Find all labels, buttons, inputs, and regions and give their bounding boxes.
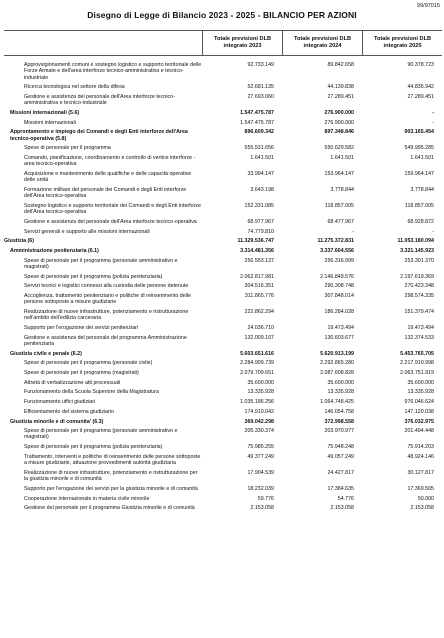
row-value-2023: 369.042.298 <box>244 418 274 425</box>
row-value-2025: 30.127.817 <box>407 469 434 476</box>
row-description: Spese di personale per il programma (personale civile) <box>24 360 153 367</box>
row-value-2025: 68.928.872 <box>407 218 434 225</box>
row-description: Cooperazione internazionale in materia civile minorile <box>24 495 150 502</box>
row-value-2024: 153.964.147 <box>324 170 354 177</box>
row-value-2024: 5.620.913.199 <box>320 350 354 357</box>
row-value-2025: 50.000 <box>417 495 434 502</box>
row-description: Acquisizione e mantenimento delle qualifiche e delle capacità operative delle unità <box>24 170 192 184</box>
row-value-2025: 549.995.285 <box>404 145 434 152</box>
row-value-2023: 174.910.042 <box>244 408 274 415</box>
row-value-2025: 75.914.203 <box>407 444 434 451</box>
table-row <box>4 258 442 271</box>
table-row <box>4 351 442 357</box>
table-row <box>4 399 442 405</box>
row-value-2025: 27.289.451 <box>407 93 434 100</box>
table-row <box>4 62 442 81</box>
row-value-2023: 49.377.249 <box>247 453 274 460</box>
row-value-2023: 2.062.817.981 <box>240 273 274 280</box>
row-description: Efficientamento del sistema giudiziario <box>24 408 114 415</box>
row-value-2024: 1.064.748.425 <box>320 399 354 406</box>
page-code: 99/97015 <box>417 3 440 9</box>
table-row <box>4 335 442 348</box>
row-value-2025: 3.778.844 <box>410 186 434 193</box>
table-body <box>4 62 442 512</box>
row-description: Spese di personale per il programma (personale amministrativo e magistrati) <box>24 257 178 270</box>
row-value-2024: 203.970.977 <box>324 428 354 435</box>
row-value-2025: 3.321.145.923 <box>400 248 434 254</box>
row-value-2025: 44.835.942 <box>407 84 434 91</box>
table-row <box>4 370 442 376</box>
row-description: Trattamento, interventi e politiche di reinserimento delle persone sottoposte a misure giudiziarie, attuazione provvedimenti autorità giudiziaria <box>24 453 201 467</box>
row-value-2023: 18.232.039 <box>247 485 274 492</box>
row-description: Missioni internazionali <box>24 119 76 126</box>
row-value-2024: 89.842.658 <box>327 62 354 68</box>
row-value-2024: 2.146.849.576 <box>320 273 354 280</box>
row-value-2023: 311.865.776 <box>244 293 274 300</box>
table-row <box>4 444 442 450</box>
row-value-2023: 2.153.058 <box>250 505 274 512</box>
table-row <box>4 309 442 322</box>
row-value-2023: 1.035.186.256 <box>240 399 274 406</box>
row-value-2025: 13.335.928 <box>407 389 434 396</box>
row-description: Servizi tecnici e logistici connessi alla custodia delle persone detenute <box>24 283 189 290</box>
row-value-2025: 1.641.501 <box>410 155 434 161</box>
row-description: Ricerca tecnologica nel settore della difesa <box>24 84 125 91</box>
table-row <box>4 203 442 216</box>
row-description: Spese di personale per il programma (polizia penitenziaria) <box>24 444 163 451</box>
row-value-2024: 146.054.758 <box>324 408 354 415</box>
row-value-2025: 903.165.454 <box>404 129 434 136</box>
row-value-2025: 2.153.058 <box>410 505 434 512</box>
row-value-2025: 976.046.624 <box>404 399 434 406</box>
row-value-2025: 35.600.000 <box>407 379 434 386</box>
row-value-2024: 130.603.677 <box>324 334 354 341</box>
table-row <box>4 238 442 244</box>
row-description: Accoglienza, trattamento penitenziario e politiche di reinserimento delle persone sottoposte a misure giudiziarie <box>24 293 191 306</box>
row-value-2023: 896.609.342 <box>244 129 274 136</box>
table-row <box>4 155 442 168</box>
table-row <box>4 293 442 306</box>
row-value-2025: 118.857.005 <box>404 202 434 209</box>
row-value-2023: 205.330.374 <box>244 428 274 435</box>
row-description: Giustizia civile e penale (6.2) <box>10 350 82 357</box>
row-value-2024: 307.848.014 <box>324 293 354 300</box>
row-value-2024: 68.477.967 <box>327 218 354 225</box>
row-value-2023: 152.331.085 <box>244 202 274 209</box>
row-value-2025: 201.494.448 <box>404 428 434 435</box>
row-value-2025: 2.063.751.919 <box>400 370 434 377</box>
row-description: Realizzazione di nuove infrastrutture, potenziamento e ristrutturazione nell'ambito dell'edilizia carceraria <box>24 309 189 322</box>
row-value-2025: - <box>432 109 434 116</box>
row-value-2025: - <box>432 119 434 126</box>
row-value-2024: 550.629.582 <box>324 145 354 152</box>
row-value-2025: 253.301.370 <box>404 257 434 264</box>
table-row <box>4 84 442 90</box>
row-value-2024: 44.139.838 <box>327 84 354 91</box>
table-row <box>4 283 442 289</box>
row-description: Servizi generali e supporto alle missioni internazionali <box>24 228 150 235</box>
table-row <box>4 505 442 511</box>
table-header <box>4 30 442 56</box>
row-value-2023: 3.643.198 <box>250 186 274 193</box>
row-description: Approvvigionamenti comuni e sostegno logistico e supporto territoriale delle Forze Armate e dell'area interforze tecnico-amministrativa e tecnico-industriale <box>24 62 202 81</box>
row-value-2024: 3.778.844 <box>330 186 354 193</box>
row-description: Funzionamento uffici giudiziari <box>24 399 96 406</box>
row-description: Amministrazione penitenziaria (6.1) <box>10 248 99 254</box>
row-value-2024: 3.337.604.556 <box>320 248 354 254</box>
row-value-2023: 27.693.060 <box>247 93 274 100</box>
row-value-2024: 186.284.028 <box>324 309 354 316</box>
row-value-2023: 1.547.475.787 <box>240 109 274 116</box>
table-row <box>4 380 442 386</box>
row-value-2025: 376.032.975 <box>404 418 434 425</box>
row-value-2023: 33.994.147 <box>247 170 274 177</box>
row-value-2025: 48.924.146 <box>407 453 434 460</box>
table-row <box>4 454 442 467</box>
row-description: Funzionamento della Scuola Superiore della Magistratura <box>24 389 159 396</box>
table-row <box>4 428 442 441</box>
row-value-2023: 68.977.967 <box>247 218 274 225</box>
row-value-2024: 276.900.000 <box>324 119 354 126</box>
table-row <box>4 325 442 331</box>
row-value-2024: 256.316.999 <box>324 257 354 264</box>
row-value-2024: 372.998.558 <box>324 418 354 425</box>
header-col-2023: Totale previsioni DLB integrato 2023 <box>202 31 282 55</box>
row-value-2023: 35.600.000 <box>247 379 274 386</box>
table-row <box>4 110 442 116</box>
row-value-2024: - <box>352 228 354 235</box>
row-value-2025: 151.379.474 <box>404 309 434 316</box>
row-value-2024: 118.857.005 <box>324 202 354 209</box>
row-value-2024: 2.087.608.828 <box>320 370 354 377</box>
row-description: Gestione e assistenza del personale del programma Amministrazione penitenziaria <box>24 334 187 347</box>
row-description: Supporto per l'erogazione dei servizi penitenziari <box>24 325 139 332</box>
row-description: Missioni internazionali (5.6) <box>10 109 80 116</box>
row-description: Gestione e assistenza del personale dell'Area interforze tecnico-operativa <box>24 218 197 225</box>
row-description: Gestione del personale per il programma Giustizia minorile e di comunità <box>24 505 195 512</box>
row-value-2024: 27.289.451 <box>327 93 354 100</box>
row-value-2024: 2.292.865.280 <box>320 360 354 367</box>
row-value-2025: 11.053.180.094 <box>397 238 434 245</box>
row-value-2025: 17.369.505 <box>407 485 434 492</box>
row-value-2024: 290.308.748 <box>324 283 354 290</box>
table-row <box>4 389 442 395</box>
row-value-2023: 2.284.909.739 <box>240 360 274 367</box>
table-row <box>4 94 442 107</box>
row-value-2023: 75.985.255 <box>247 444 274 451</box>
row-value-2025: - <box>432 228 434 235</box>
row-value-2024: 24.427.817 <box>327 469 354 476</box>
budget-table <box>4 30 442 515</box>
row-value-2024: 35.600.000 <box>327 379 354 386</box>
row-description: Giustizia minorile e di comunita' (6.3) <box>10 418 104 425</box>
row-value-2024: 11.275.372.831 <box>317 238 354 245</box>
table-row <box>4 419 442 425</box>
row-value-2023: 52.681.135 <box>247 84 274 91</box>
row-description: Realizzazione di nuove infrastrutture, potenziamento e ristrutturazione per la giustizia minorile e di comunità <box>24 469 198 483</box>
row-value-2023: 74.779.810 <box>247 228 274 235</box>
table-row <box>4 219 442 225</box>
table-row <box>4 360 442 366</box>
row-value-2024: 19.473.494 <box>327 325 354 332</box>
row-description: Spese di personale per il programma (polizia penitenziaria) <box>24 273 163 280</box>
table-row <box>4 187 442 200</box>
row-value-2024: 17.384.635 <box>327 485 354 492</box>
row-description: Spese di personale per il programma (personale amministrativo e magistrati) <box>24 428 178 441</box>
row-value-2025: 298.574.335 <box>404 293 434 300</box>
header-col-2025: Totale previsioni DLB integrato 2025 <box>362 31 442 55</box>
row-value-2025: 147.120.038 <box>404 408 434 415</box>
row-description: Formazione militare del personale dei Comandi e degli Enti interforze dell'Area tecnico-operativa <box>24 186 187 200</box>
row-value-2024: 13.335.928 <box>327 389 354 396</box>
row-value-2024: 2.153.058 <box>330 505 354 512</box>
row-value-2025: 159.964.147 <box>404 170 434 177</box>
row-value-2023: 304.516.351 <box>244 283 274 290</box>
row-value-2024: 49.057.249 <box>327 453 354 460</box>
row-value-2023: 3.314.481.356 <box>240 248 274 254</box>
table-row <box>4 248 442 254</box>
row-description: Giustizia (6) <box>4 238 35 245</box>
row-value-2024: 897.348.846 <box>324 129 354 136</box>
header-col-2024: Totale previsioni DLB integrato 2024 <box>282 31 362 55</box>
row-value-2024: 276.900.000 <box>324 109 354 116</box>
row-description: Spese di personale per il programma (magistrati) <box>24 370 139 377</box>
row-value-2023: 1.547.475.787 <box>240 119 274 126</box>
row-value-2024: 54.776 <box>337 495 354 502</box>
row-value-2025: 5.453.765.705 <box>400 350 434 357</box>
row-value-2023: 222.862.294 <box>244 309 274 316</box>
header-description-cell <box>4 31 202 55</box>
row-value-2025: 90.378.723 <box>407 62 434 68</box>
table-row <box>4 120 442 126</box>
table-row <box>4 470 442 483</box>
table-row <box>4 409 442 415</box>
row-value-2023: 11.329.536.747 <box>237 238 274 245</box>
row-value-2023: 59.776 <box>257 495 274 502</box>
row-value-2025: 2.197.619.369 <box>400 273 434 280</box>
row-description: Attività di verbalizzazione atti processuali <box>24 379 121 386</box>
row-value-2023: 1.641.501 <box>250 155 274 161</box>
row-value-2023: 92.733.149 <box>247 62 274 68</box>
table-row <box>4 486 442 492</box>
row-value-2023: 24.036.710 <box>247 325 274 332</box>
row-value-2023: 132.009.107 <box>244 334 274 341</box>
row-value-2025: 132.374.533 <box>404 334 434 341</box>
row-description: Supporto per l'erogazione dei servizi per la giustizia minorile e di comunità <box>24 485 198 492</box>
row-value-2023: 256.553.137 <box>244 257 274 264</box>
table-row <box>4 496 442 502</box>
row-value-2023: 17.904.539 <box>247 469 274 476</box>
row-description: Comando, pianificazione, coordinamento e controllo di vertice interforze - area tecnico-operativa <box>24 155 196 168</box>
row-value-2025: 19.473.494 <box>407 325 434 332</box>
row-value-2024: 1.641.501 <box>330 155 354 161</box>
row-value-2023: 13.335.928 <box>247 389 274 396</box>
row-value-2023: 555.531.656 <box>244 145 274 152</box>
row-description: Sostegno logistico e supporto territoriale dei Comandi e degli Enti interforze dell'Area tecnico-operativa <box>24 202 201 216</box>
row-description: Approntamento e impiego dei Comandi e degli Enti interforze dell'Area tecnico-operativa (5.8) <box>10 129 188 142</box>
row-value-2025: 270.423.348 <box>404 283 434 290</box>
table-row <box>4 145 442 151</box>
table-row <box>4 229 442 235</box>
row-value-2023: 2.079.709.651 <box>240 370 274 377</box>
table-row <box>4 171 442 184</box>
page-title: Disegno di Legge di Bilancio 2023 - 2025 - BILANCIO PER AZIONI <box>87 10 357 20</box>
table-row <box>4 129 442 142</box>
table-row <box>4 274 442 280</box>
row-description: Gestione e assistenza del personale dell'Area interforze tecnico-amministrativa e tecnico-industriale <box>24 93 175 107</box>
row-description: Spese di personale per il programma <box>24 145 111 152</box>
row-value-2025: 2.217.910.998 <box>400 360 434 367</box>
row-value-2024: 75.948.248 <box>327 444 354 451</box>
row-value-2023: 5.603.651.616 <box>240 350 274 357</box>
